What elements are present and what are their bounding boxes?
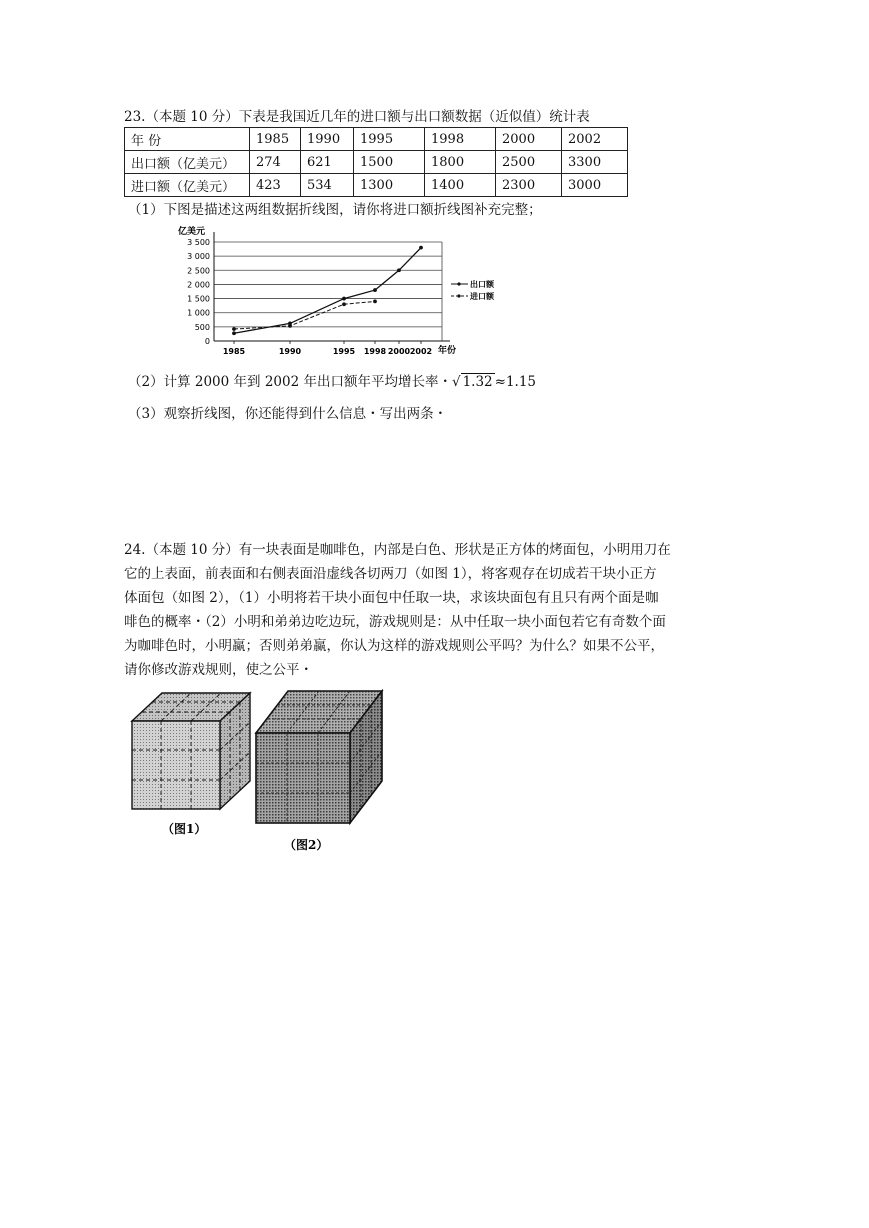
- y-tick-label: 0: [204, 337, 210, 346]
- y-tick-label: 500: [194, 322, 210, 332]
- series-line-export: [234, 248, 421, 334]
- table-cell: 423: [250, 174, 301, 197]
- table-cell: 2002: [562, 128, 628, 151]
- q24-line-1: 24.（本题 10 分）有一块表面是咖啡色，内部是白色、形状是正方体的烤面包，小明用刀在: [124, 542, 671, 558]
- y-tick-label: 2 000: [187, 280, 210, 290]
- table-cell: 年 份: [125, 128, 250, 151]
- q23-part3: （3）观察折线图，你还能得到什么信息・写出两条・: [128, 406, 448, 422]
- figure1-cube: [132, 693, 250, 809]
- q24-line-3: 体面包（如图 2），（1）小明将若干块小面包中任取一块，求该块面包有且只有两个面是咖: [124, 590, 659, 606]
- table-cell: 3300: [562, 151, 628, 174]
- table-cell: 1995: [354, 128, 425, 151]
- y-tick-label: 1 500: [187, 294, 210, 304]
- chart-xlabel: 年份: [438, 346, 457, 356]
- figure1-caption: （图1）: [162, 822, 207, 836]
- table-cell: 621: [301, 151, 354, 174]
- legend-marker: [457, 282, 460, 285]
- y-tick-label: 3 000: [187, 252, 210, 262]
- q23-part1: （1）下图是描述这两组数据折线图，请你将进口额折线图补充完整；: [128, 202, 542, 218]
- q23-intro: 23.（本题 10 分）下表是我国近几年的进口额与出口额数据（近似值）统计表: [124, 109, 590, 125]
- y-tick-label: 2 500: [187, 266, 210, 276]
- table-cell: 1500: [354, 151, 425, 174]
- data-point: [288, 324, 292, 328]
- data-point: [397, 268, 401, 272]
- table-cell: 出口额（亿美元）: [125, 151, 250, 174]
- table-header-row: [125, 128, 628, 151]
- sqrt-radicand: 1.32: [462, 374, 493, 390]
- table-cell: 534: [301, 174, 354, 197]
- q24-line-5: 为咖啡色时，小明赢；否则弟弟赢，你认为这样的游戏规则公平吗？为什么？如果不公平，: [124, 638, 664, 654]
- sqrt-expression: [452, 373, 495, 391]
- data-point: [373, 288, 377, 292]
- table-row: [125, 174, 628, 197]
- data-point: [419, 246, 423, 250]
- data-point: [342, 297, 346, 301]
- data-point: [373, 300, 377, 304]
- x-tick-label: 1985: [222, 347, 246, 356]
- line-chart: [170, 222, 500, 357]
- q23-part2-suffix: ≈1.15: [494, 374, 537, 390]
- stats-table: [124, 127, 628, 197]
- figure2-caption: （图2）: [284, 838, 329, 852]
- data-point: [232, 327, 236, 331]
- table-row: [125, 151, 628, 174]
- table-cell: 274: [250, 151, 301, 174]
- y-tick-label: 1 000: [187, 308, 210, 318]
- q24-line-4: 啡色的概率・（2）小明和弟弟边吃边玩，游戏规则是：从中任取一块小面包若它有奇数个面: [124, 614, 666, 630]
- table-cell: 1400: [425, 174, 496, 197]
- legend-marker: [457, 294, 460, 297]
- legend-entry: 出口额: [470, 280, 494, 289]
- table-cell: 进口额（亿美元）: [125, 174, 250, 197]
- table-cell: 1800: [425, 151, 496, 174]
- y-tick-label: 3 500: [187, 238, 210, 247]
- series-line-import: [234, 301, 375, 329]
- x-tick-label: 2002: [409, 347, 433, 356]
- q24-line-2: 它的上表面，前表面和右侧表面沿虚线各切两刀（如图 1），将客观存在切成若干块小正方: [124, 566, 657, 582]
- chart-ylabel: 亿美元: [178, 227, 206, 237]
- x-tick-label: 1998: [363, 347, 387, 356]
- data-point: [232, 331, 236, 335]
- x-tick-label: 1990: [278, 347, 302, 356]
- table-cell: 2500: [496, 151, 562, 174]
- table-cell: 2000: [496, 128, 562, 151]
- table-cell: 1985: [250, 128, 301, 151]
- table-cell: 1990: [301, 128, 354, 151]
- table-cell: 1300: [354, 174, 425, 197]
- figure2-cube: [256, 691, 382, 823]
- q24-line-6: 请你修改游戏规则，使之公平・: [124, 662, 313, 678]
- sqrt-sign-icon: √: [451, 374, 461, 390]
- cube-figures: [128, 685, 388, 860]
- q23-part2: [128, 373, 536, 391]
- table-cell: 2300: [496, 174, 562, 197]
- q23-part2-prefix: （2）计算 2000 年到 2002 年出口额年平均增长率・: [128, 374, 452, 390]
- table-cell: 1998: [425, 128, 496, 151]
- table-cell: 3000: [562, 174, 628, 197]
- data-point: [342, 302, 346, 306]
- x-tick-label: 2000: [387, 347, 411, 356]
- x-tick-label: 1995: [332, 347, 356, 356]
- legend-entry: 进口额: [470, 292, 494, 301]
